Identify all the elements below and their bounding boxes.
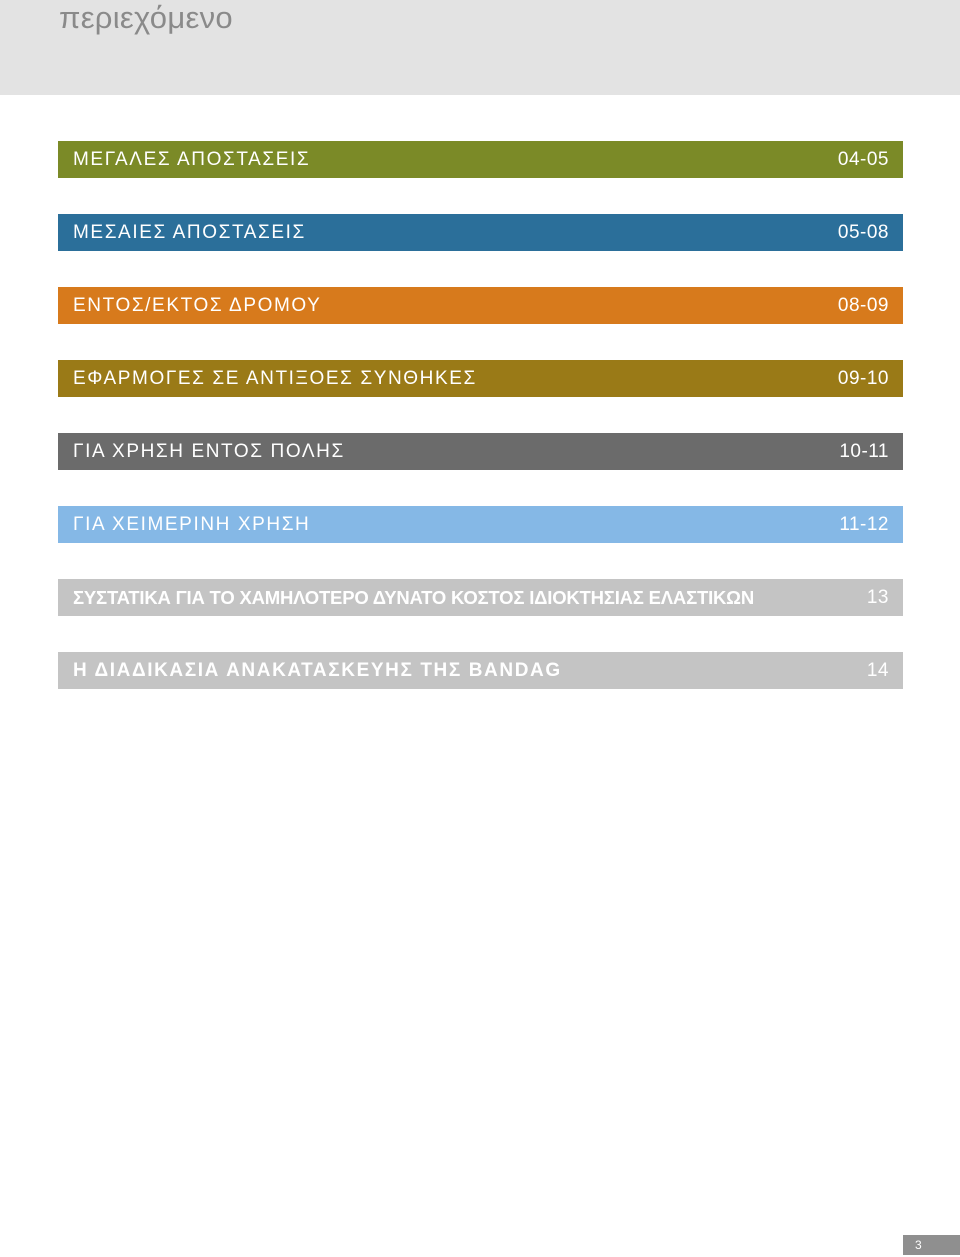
toc-item-city-use[interactable] — [58, 433, 903, 470]
toc-item-on-off-road[interactable] — [58, 287, 903, 324]
toc-item-pages: 08-09 — [837, 294, 889, 316]
toc-item-medium-distance[interactable] — [58, 214, 903, 251]
toc-item-title: ΓΙΑ ΧΕΙΜΕΡΙΝΗ ΧΡΗΣΗ — [73, 513, 311, 535]
toc-item-title: ΕΝΤΟΣ/ΕΚΤΟΣ ΔΡΟΜΟΥ — [73, 294, 322, 316]
toc-item-pages: 05-08 — [837, 221, 889, 243]
toc-item-long-distance[interactable] — [58, 141, 903, 178]
page-number: 3 — [915, 1238, 922, 1252]
toc-item-pages: 04-05 — [837, 148, 889, 170]
toc-item-title: ΓΙΑ ΧΡΗΣΗ ΕΝΤΟΣ ΠΟΛΗΣ — [73, 440, 345, 462]
toc-item-title: ΜΕΣΑΙΕΣ ΑΠΟΣΤΑΣΕΙΣ — [73, 221, 306, 243]
toc-item-title: ΜΕΓΑΛΕΣ ΑΠΟΣΤΑΣΕΙΣ — [73, 148, 311, 170]
page-number-badge — [903, 1235, 960, 1255]
header-band — [0, 0, 960, 95]
toc-item-title: ΣΥΣΤΑΤΙΚΑ ΓΙΑ ΤΟ ΧΑΜΗΛΟΤΕΡΟ ΔΥΝΑΤΟ ΚΟΣΤΟΣ ΙΔΙΟΚΤΗΣΙΑΣ ΕΛΑΣΤΙΚΩΝ — [73, 586, 754, 608]
toc-item-title: Η ΔΙΑΔΙΚΑΣΙΑ ΑΝΑΚΑΤΑΣΚΕΥΗΣ ΤΗΣ BANDAG — [73, 659, 562, 681]
toc-item-title: ΕΦΑΡΜΟΓΕΣ ΣΕ ΑΝΤΙΞΟΕΣ ΣΥΝΘΗΚΕΣ — [73, 367, 477, 389]
toc-item-harsh-conditions[interactable] — [58, 360, 903, 397]
page-title: περιεχόμενο — [59, 0, 233, 35]
toc-item-bandag-process[interactable] — [58, 652, 903, 689]
toc-item-pages: 11-12 — [839, 513, 889, 535]
toc-item-winter-use[interactable] — [58, 506, 903, 543]
toc-item-pages: 09-10 — [837, 367, 889, 389]
toc-item-pages: 14 — [866, 659, 889, 681]
toc-item-lowest-cost[interactable] — [58, 579, 903, 616]
toc-item-pages: 13 — [866, 586, 889, 608]
toc-item-pages: 10-11 — [839, 440, 889, 462]
